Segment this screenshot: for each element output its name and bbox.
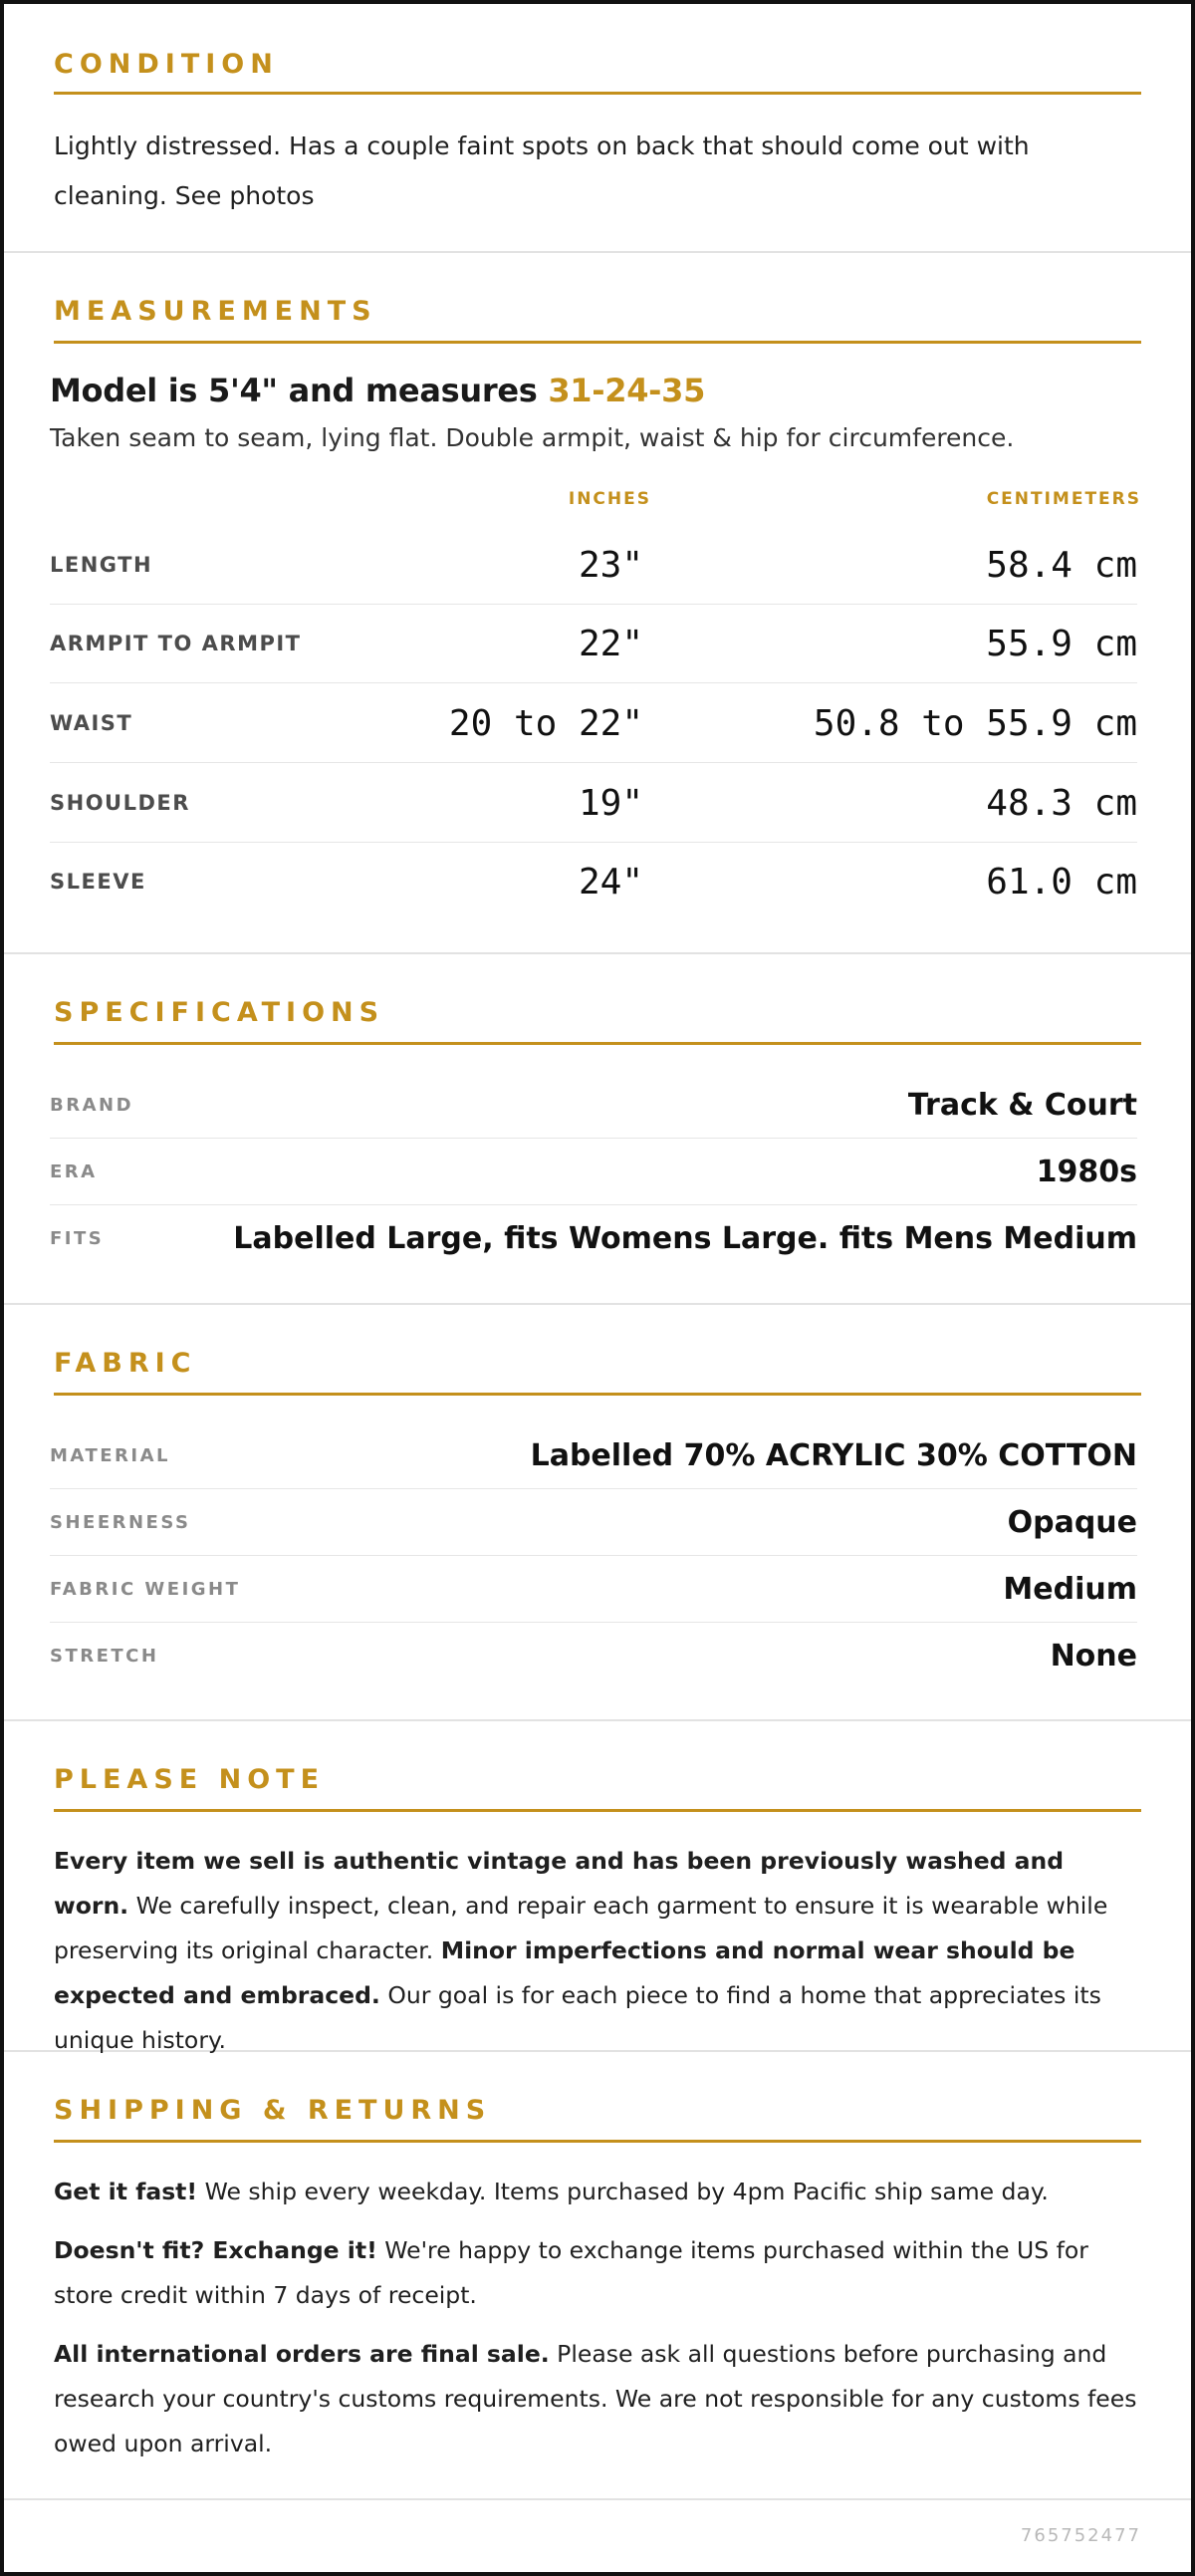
fabric-value: Medium [1003, 1572, 1137, 1607]
shipping-rule [54, 2140, 1141, 2143]
note-text-1: We carefully inspect, clean, and repair each garment to ensure it is wearable while preserving its original character. [54, 1892, 1108, 1964]
model-measures-prefix: Model is 5'4" and measures [50, 372, 549, 409]
please-note-section [4, 1721, 1191, 2052]
fabric-heading: FABRIC [54, 1348, 197, 1379]
measurement-inches: 20 to 22" [448, 703, 643, 744]
model-measures-title [50, 369, 705, 412]
spec-value: Labelled Large, fits Womens Large. fits Mens Medium [233, 1221, 1137, 1256]
condition-heading: CONDITION [54, 49, 279, 80]
measurement-label: WAIST [50, 711, 133, 735]
measurements-heading: MEASUREMENTS [54, 296, 377, 327]
inches-column-header: INCHES [568, 489, 651, 509]
spec-row-era [50, 1139, 1137, 1205]
shipping-bold-1: Get it fast! [54, 2178, 198, 2205]
measurement-row-sleeve [50, 843, 1137, 921]
fabric-value: Opaque [1007, 1505, 1137, 1540]
specifications-rule [54, 1042, 1141, 1045]
measurement-cm: 55.9 cm [986, 624, 1137, 664]
measurements-rule [54, 341, 1141, 344]
shipping-paragraph-3 [54, 2332, 1141, 2466]
shipping-paragraph-1 [54, 2170, 1141, 2214]
spec-row-fits [50, 1205, 1137, 1272]
measurement-row-armpit [50, 605, 1137, 683]
spec-value: Track & Court [907, 1088, 1137, 1123]
measurement-label: SHOULDER [50, 791, 190, 815]
spec-label: BRAND [50, 1095, 134, 1116]
measurement-inches: 23" [578, 545, 643, 586]
condition-rule [54, 92, 1141, 95]
note-bold-2: Minor imperfections and normal wear should be expected and embraced. [54, 1936, 1076, 2009]
spec-value: 1980s [1036, 1155, 1137, 1189]
measurement-cm: 58.4 cm [986, 545, 1137, 586]
note-bold-1: Every item we sell is authentic vintage and has been previously washed and worn. [54, 1847, 1065, 1920]
condition-section [4, 4, 1191, 253]
measurement-label: SLEEVE [50, 870, 146, 894]
fabric-row-stretch [50, 1623, 1137, 1689]
fabric-row-material [50, 1422, 1137, 1489]
measurement-cm: 61.0 cm [986, 862, 1137, 902]
shipping-paragraph-2 [54, 2228, 1141, 2318]
please-note-text [54, 1839, 1141, 2063]
shipping-bold-2: Doesn't fit? Exchange it! [54, 2236, 377, 2264]
measurement-inches: 24" [578, 862, 643, 902]
fabric-label: MATERIAL [50, 1445, 170, 1466]
please-note-heading: PLEASE NOTE [54, 1764, 326, 1795]
item-id: 765752477 [1020, 2525, 1141, 2546]
measurement-inches: 19" [578, 783, 643, 824]
shipping-text-1: We ship every weekday. Items purchased by 4pm Pacific ship same day. [197, 2178, 1049, 2205]
spec-row-brand [50, 1072, 1137, 1139]
fabric-row-sheerness [50, 1489, 1137, 1556]
measurement-row-length [50, 526, 1137, 605]
measurements-subtitle: Taken seam to seam, lying flat. Double armpit, waist & hip for circumference. [50, 423, 1015, 452]
measurement-row-waist [50, 684, 1137, 763]
measurement-label: LENGTH [50, 553, 153, 577]
fabric-label: SHEERNESS [50, 1512, 191, 1533]
spec-label: ERA [50, 1161, 98, 1182]
measurement-label: ARMPIT TO ARMPIT [50, 632, 302, 655]
shipping-text-2: We're happy to exchange items purchased within the US for store credit within 7 days of receipt. [54, 2236, 1088, 2309]
measurement-row-shoulder [50, 764, 1137, 843]
measurement-inches: 22" [578, 624, 643, 664]
fabric-value: None [1050, 1639, 1137, 1674]
measurement-cm: 50.8 to 55.9 cm [813, 703, 1137, 744]
note-text-2: Our goal is for each piece to find a home that appreciates its unique history. [54, 1981, 1101, 2054]
fabric-rule [54, 1393, 1141, 1396]
shipping-heading: SHIPPING & RETURNS [54, 2095, 492, 2126]
specifications-heading: SPECIFICATIONS [54, 997, 385, 1028]
centimeters-column-header: CENTIMETERS [986, 489, 1141, 509]
fabric-label: STRETCH [50, 1646, 159, 1667]
fabric-label: FABRIC WEIGHT [50, 1579, 241, 1600]
model-measures-accent: 31-24-35 [548, 372, 706, 409]
fabric-row-weight [50, 1556, 1137, 1623]
measurement-cm: 48.3 cm [986, 783, 1137, 824]
shipping-text-3: Please ask all questions before purchasing and research your country's customs requirements. We are not responsible for any customs fees owed upon arrival. [54, 2340, 1137, 2457]
condition-text: Lightly distressed. Has a couple faint spots on back that should come out with cleaning. See photos [54, 131, 1030, 210]
shipping-section [4, 2052, 1191, 2500]
fabric-value: Labelled 70% ACRYLIC 30% COTTON [530, 1438, 1137, 1473]
please-note-rule [54, 1809, 1141, 1812]
shipping-bold-3: All international orders are final sale. [54, 2340, 550, 2368]
spec-label: FITS [50, 1228, 105, 1249]
